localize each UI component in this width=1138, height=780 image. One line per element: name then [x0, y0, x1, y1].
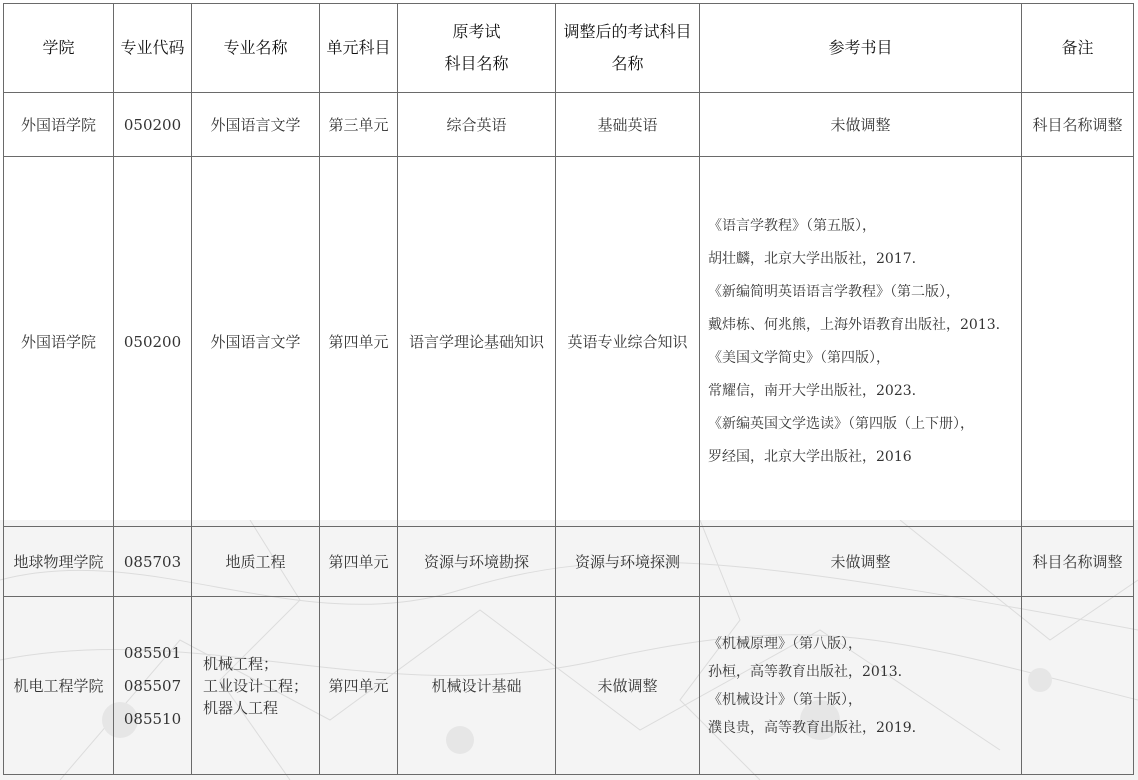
major-name: 工业设计工程；	[202, 676, 308, 695]
table-row	[4, 93, 1134, 157]
book-line: 罗经国，北京大学出版社，2016	[708, 449, 912, 465]
college-cell: 机电工程学院	[4, 597, 114, 775]
header-adjusted-subject: 调整后的考试科目 名称	[556, 4, 700, 93]
major-code-cell: 085703	[114, 527, 192, 597]
remarks-cell	[1022, 597, 1134, 775]
reference-books-cell: 未做调整	[700, 527, 1022, 597]
adjusted-subject-cell: 基础英语	[556, 93, 700, 157]
remarks-cell	[1022, 157, 1134, 527]
major-code: 085510	[123, 709, 182, 728]
header-major-name: 专业名称	[192, 4, 320, 93]
unit-cell: 第三单元	[320, 93, 398, 157]
header-reference-books: 参考书目	[700, 4, 1022, 93]
major-code: 085501	[123, 643, 182, 662]
adjusted-subject-cell: 英语专业综合知识	[556, 157, 700, 527]
unit-cell: 第四单元	[320, 527, 398, 597]
header-major-code: 专业代码	[114, 4, 192, 93]
major-name-cell: 地质工程	[192, 527, 320, 597]
major-code-cell: 050200	[114, 157, 192, 527]
major-code-cell	[114, 597, 192, 775]
major-name-cell	[192, 597, 320, 775]
major-name-cell: 外国语言文学	[192, 93, 320, 157]
college-cell: 外国语学院	[4, 157, 114, 527]
book-line: 《美国文学简史》（第四版），	[708, 350, 890, 366]
original-subject-cell: 资源与环境勘探	[398, 527, 556, 597]
book-line: 《机械设计》（第十版），	[708, 691, 862, 708]
book-line: 濮良贵，高等教育出版社，2019.	[708, 719, 917, 736]
header-row	[4, 4, 1134, 93]
book-line: 常耀信，南开大学出版社，2023.	[708, 383, 917, 399]
college-cell: 外国语学院	[4, 93, 114, 157]
book-line: 《语言学教程》（第五版），	[708, 218, 876, 234]
header-remarks: 备注	[1022, 4, 1134, 93]
unit-cell: 第四单元	[320, 157, 398, 527]
header-original-subject: 原考试 科目名称	[398, 4, 556, 93]
major-list	[203, 653, 308, 719]
book-line: 戴炜栋、何兆熊，上海外语教育出版社，2013.	[708, 317, 1001, 333]
original-subject-cell: 综合英语	[398, 93, 556, 157]
remarks-cell: 科目名称调整	[1022, 93, 1134, 157]
adjusted-subject-cell: 资源与环境探测	[556, 527, 700, 597]
major-name: 机械工程；	[202, 654, 278, 673]
exam-subjects-table	[3, 3, 1134, 775]
table-row	[4, 597, 1134, 775]
reference-books-cell	[700, 597, 1022, 775]
college-cell: 地球物理学院	[4, 527, 114, 597]
header-unit-subject: 单元科目	[320, 4, 398, 93]
reference-books-cell	[700, 157, 1022, 527]
book-line: 《新编简明英语语言学教程》（第二版），	[708, 284, 960, 300]
major-name-cell: 外国语言文学	[192, 157, 320, 527]
book-line: 胡壮麟，北京大学出版社，2017.	[708, 251, 917, 267]
book-line: 《新编英国文学选读》（第四版（上下册），	[708, 416, 974, 432]
reference-books-cell: 未做调整	[700, 93, 1022, 157]
book-line: 孙桓，高等教育出版社，2013.	[708, 663, 903, 680]
major-code: 085507	[123, 676, 182, 695]
book-line: 《机械原理》（第八版），	[708, 635, 862, 652]
table-row	[4, 157, 1134, 527]
original-subject-cell: 语言学理论基础知识	[398, 157, 556, 527]
major-name: 机器人工程	[202, 698, 278, 717]
table-row	[4, 527, 1134, 597]
adjusted-subject-cell: 未做调整	[556, 597, 700, 775]
major-code-cell: 050200	[114, 93, 192, 157]
unit-cell: 第四单元	[320, 597, 398, 775]
remarks-cell: 科目名称调整	[1022, 527, 1134, 597]
header-college: 学院	[4, 4, 114, 93]
original-subject-cell: 机械设计基础	[398, 597, 556, 775]
